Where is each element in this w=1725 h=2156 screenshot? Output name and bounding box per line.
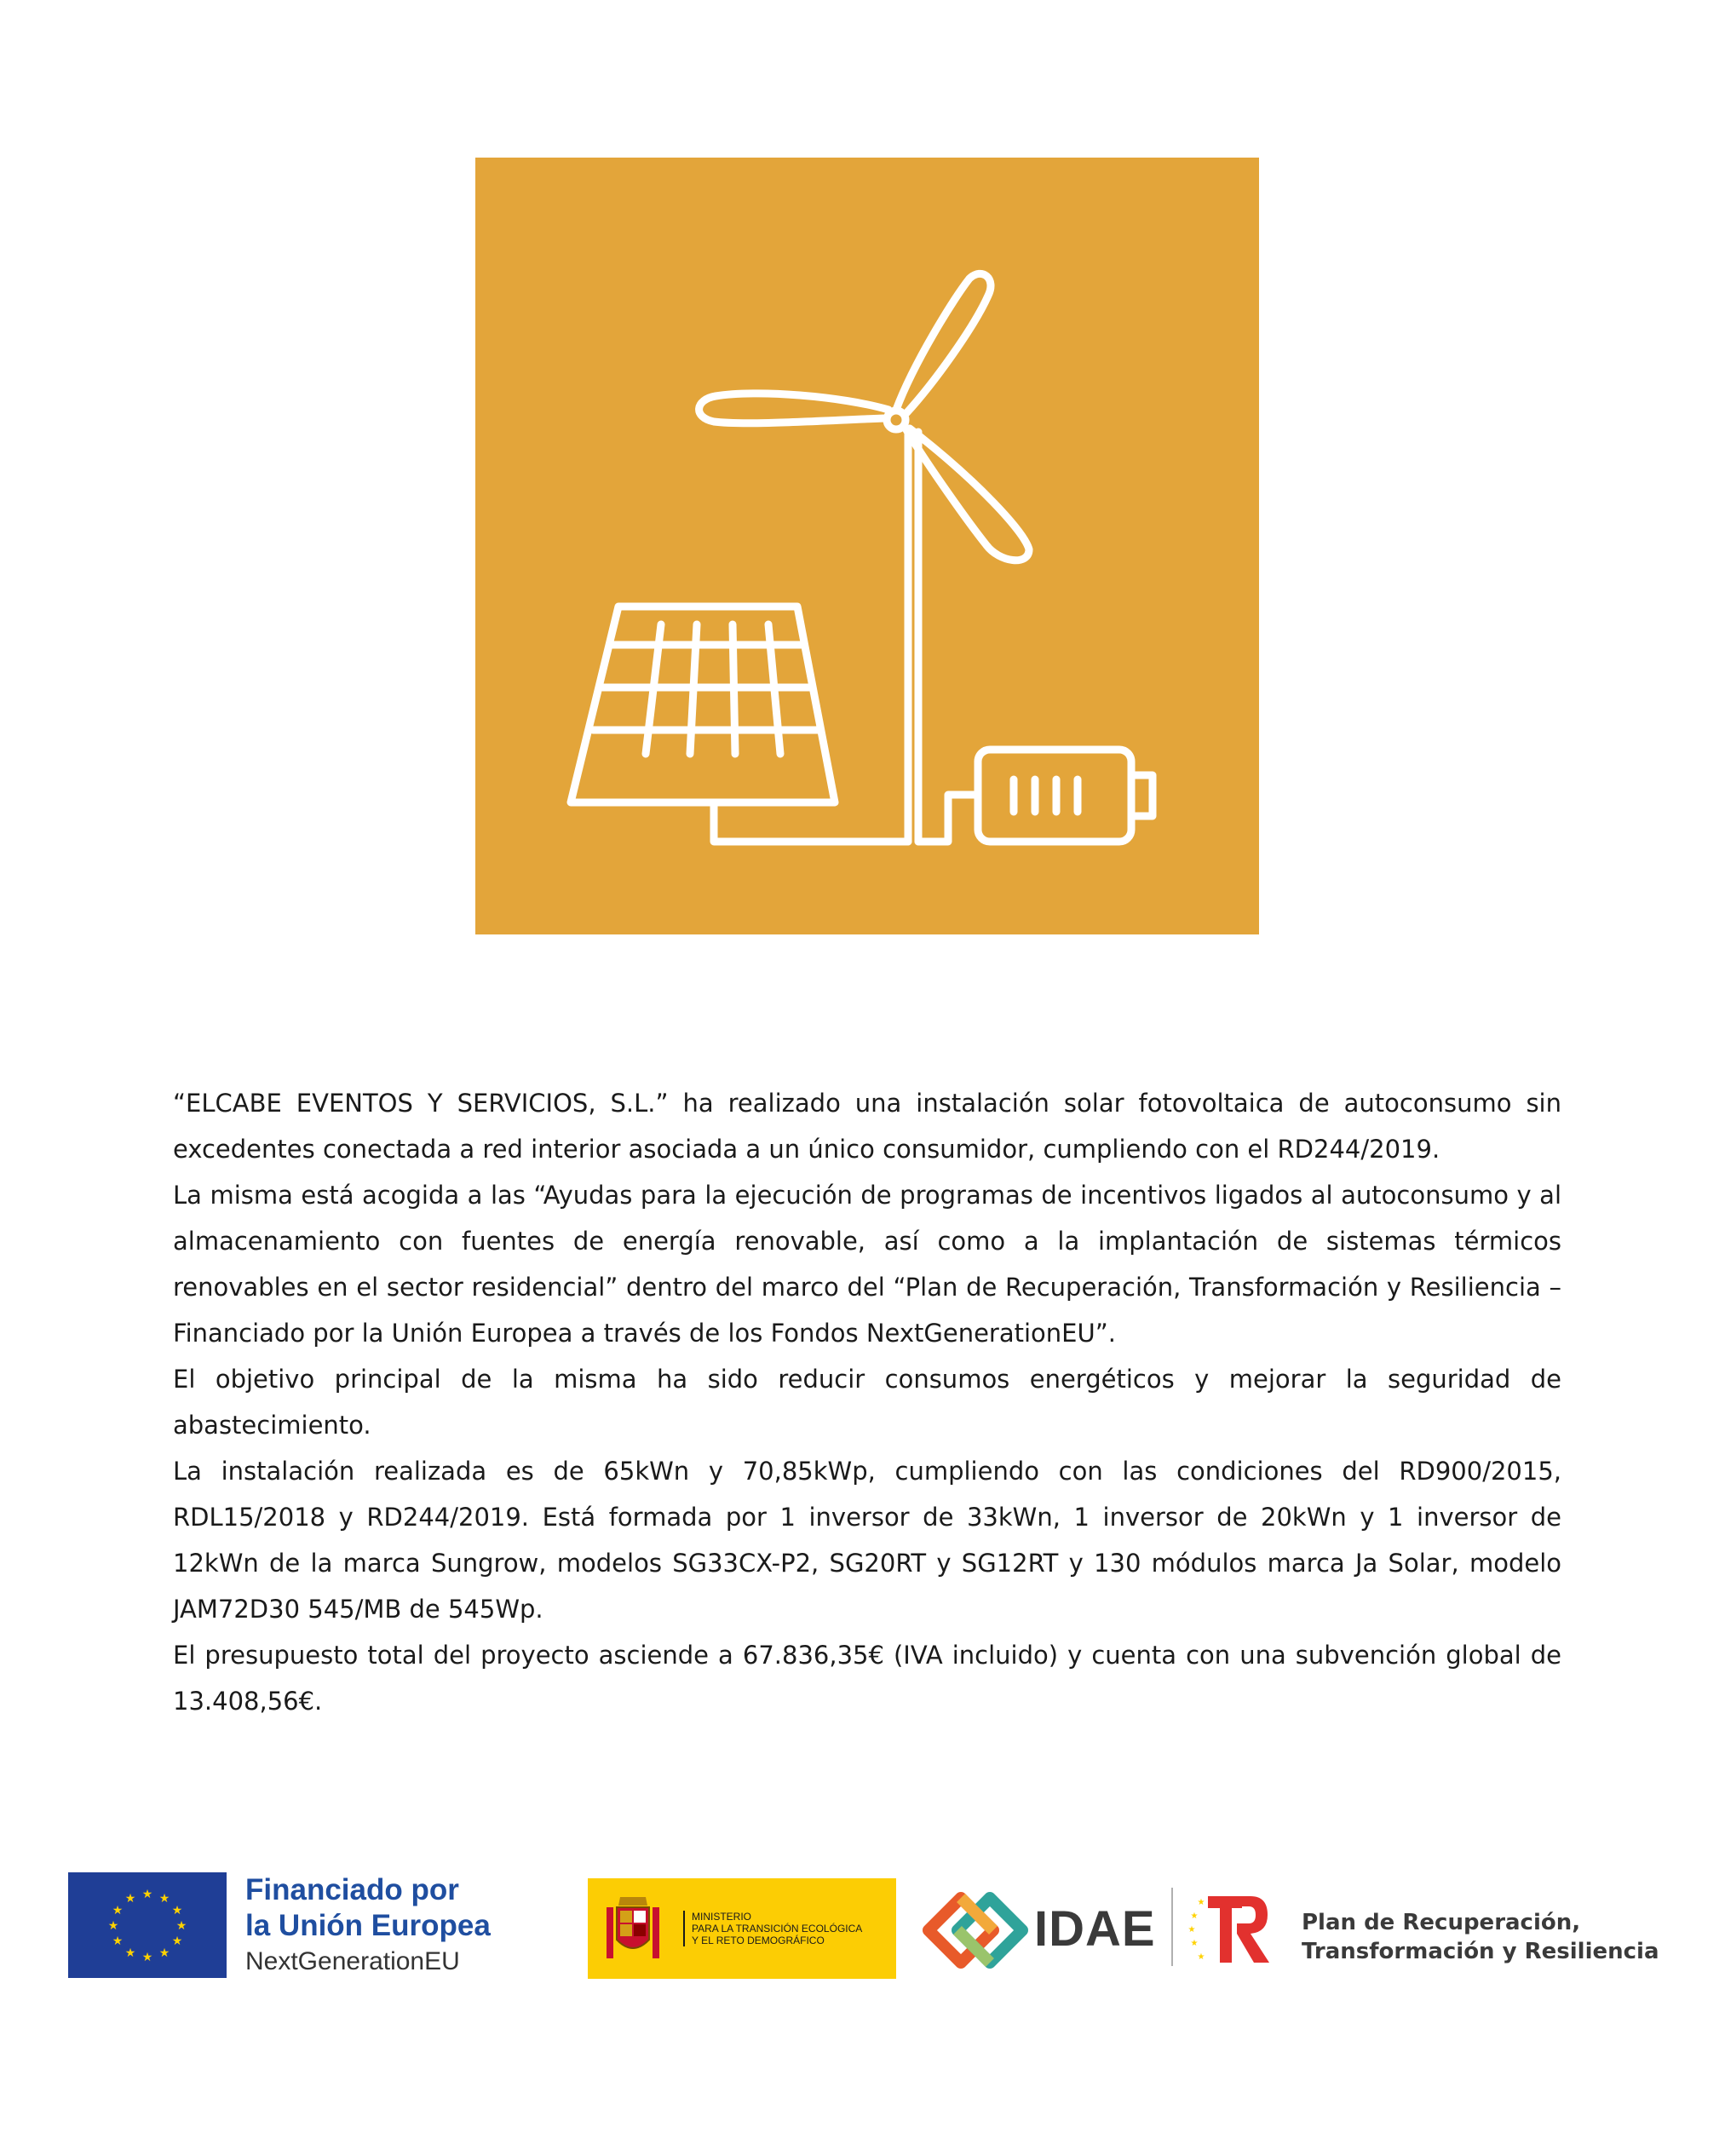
- idae-wordmark: IDAE: [1034, 1901, 1156, 1957]
- wind-turbine-solar-panel-battery-icon: [475, 158, 1259, 934]
- ministry-line1: MINISTERIO: [692, 1911, 752, 1923]
- svg-text:★: ★: [112, 1935, 124, 1948]
- svg-text:★: ★: [1197, 1898, 1205, 1907]
- prtr-wordmark: [1302, 1908, 1659, 1966]
- logo-divider: [1171, 1888, 1173, 1966]
- svg-text:★: ★: [158, 1892, 170, 1906]
- ministry-logo: [588, 1878, 896, 1979]
- energy-illustration: [475, 158, 1259, 934]
- idae-emblem-icon: [920, 1889, 1031, 1971]
- svg-text:★: ★: [1187, 1925, 1196, 1935]
- paragraph-installation: La instalación realizada es de 65kWn y 70,85kWp, cumpliendo con las condiciones del RD900/2015, RDL15/2018 y RD244/2019. Está formada por 1 inversor de 33kWn, 1 inversor de 20kWn y 1 inversor de 12kWn de la marca Sungrow, modelos SG33CX-P2, SG20RT y SG12RT y 130 módulos marca Ja Solar, modelo JAM72D30 545/MB de 545Wp.: [173, 1457, 1561, 1624]
- svg-text:★: ★: [175, 1919, 187, 1933]
- svg-text:★: ★: [124, 1892, 136, 1906]
- svg-text:★: ★: [158, 1946, 170, 1960]
- svg-text:★: ★: [107, 1919, 119, 1933]
- ministry-name: [683, 1911, 896, 1946]
- paragraph-aid: La misma está acogida a las “Ayudas para la ejecución de programas de incentivos ligados al autoconsumo y al almacenamiento con fuentes de energía renovable, así como a la implantación de sistemas térmicos renovables en el sector residencial” dentro del marco del “Plan de Recuperación, Transformación y Resiliencia – Financiado por la Unión Europea a través de los Fondos NextGenerationEU”.: [173, 1181, 1561, 1348]
- eu-funding-line2: la Unión Europea: [245, 1909, 491, 1942]
- eu-funding-line1: Financiado por: [245, 1873, 459, 1906]
- paragraph-objective: El objetivo principal de la misma ha sido reducir consumos energéticos y mejorar la seguridad de abastecimiento.: [173, 1365, 1561, 1440]
- eu-flag-icon: [68, 1872, 227, 1978]
- prtr-line1: Plan de Recuperación,: [1302, 1910, 1581, 1935]
- eu-funding-text: [245, 1872, 543, 1980]
- svg-text:★: ★: [141, 1951, 153, 1964]
- svg-text:★: ★: [1197, 1952, 1205, 1962]
- svg-text:★: ★: [141, 1888, 153, 1901]
- svg-text:★: ★: [171, 1935, 183, 1948]
- ministry-line3: Y EL RETO DEMOGRÁFICO: [692, 1935, 825, 1946]
- svg-text:★: ★: [171, 1904, 183, 1917]
- funding-logos: [0, 1866, 1725, 1985]
- svg-text:★: ★: [1190, 1912, 1199, 1921]
- paragraph-intro: “ELCABE EVENTOS Y SERVICIOS, S.L.” ha realizado una instalación solar fotovoltaica de autoconsumo sin excedentes conectada a red interior asociada a un único consumidor, cumpliendo con el RD244/2019.: [173, 1089, 1561, 1164]
- prtr-line2: Transformación y Resiliencia: [1302, 1939, 1659, 1964]
- ministry-line2: PARA LA TRANSICIÓN ECOLÓGICA: [692, 1923, 863, 1935]
- svg-text:★: ★: [124, 1946, 136, 1960]
- paragraph-budget: El presupuesto total del proyecto asciende a 67.836,35€ (IVA incluido) y cuenta con una subvención global de 13.408,56€.: [173, 1641, 1561, 1716]
- coat-of-arms-icon: [603, 1890, 663, 1967]
- project-description: [173, 1080, 1561, 1724]
- prtr-emblem-icon: [1182, 1888, 1276, 1969]
- svg-text:★: ★: [112, 1904, 124, 1917]
- svg-text:★: ★: [1190, 1939, 1199, 1948]
- eu-funding-line3: NextGenerationEU: [245, 1947, 460, 1975]
